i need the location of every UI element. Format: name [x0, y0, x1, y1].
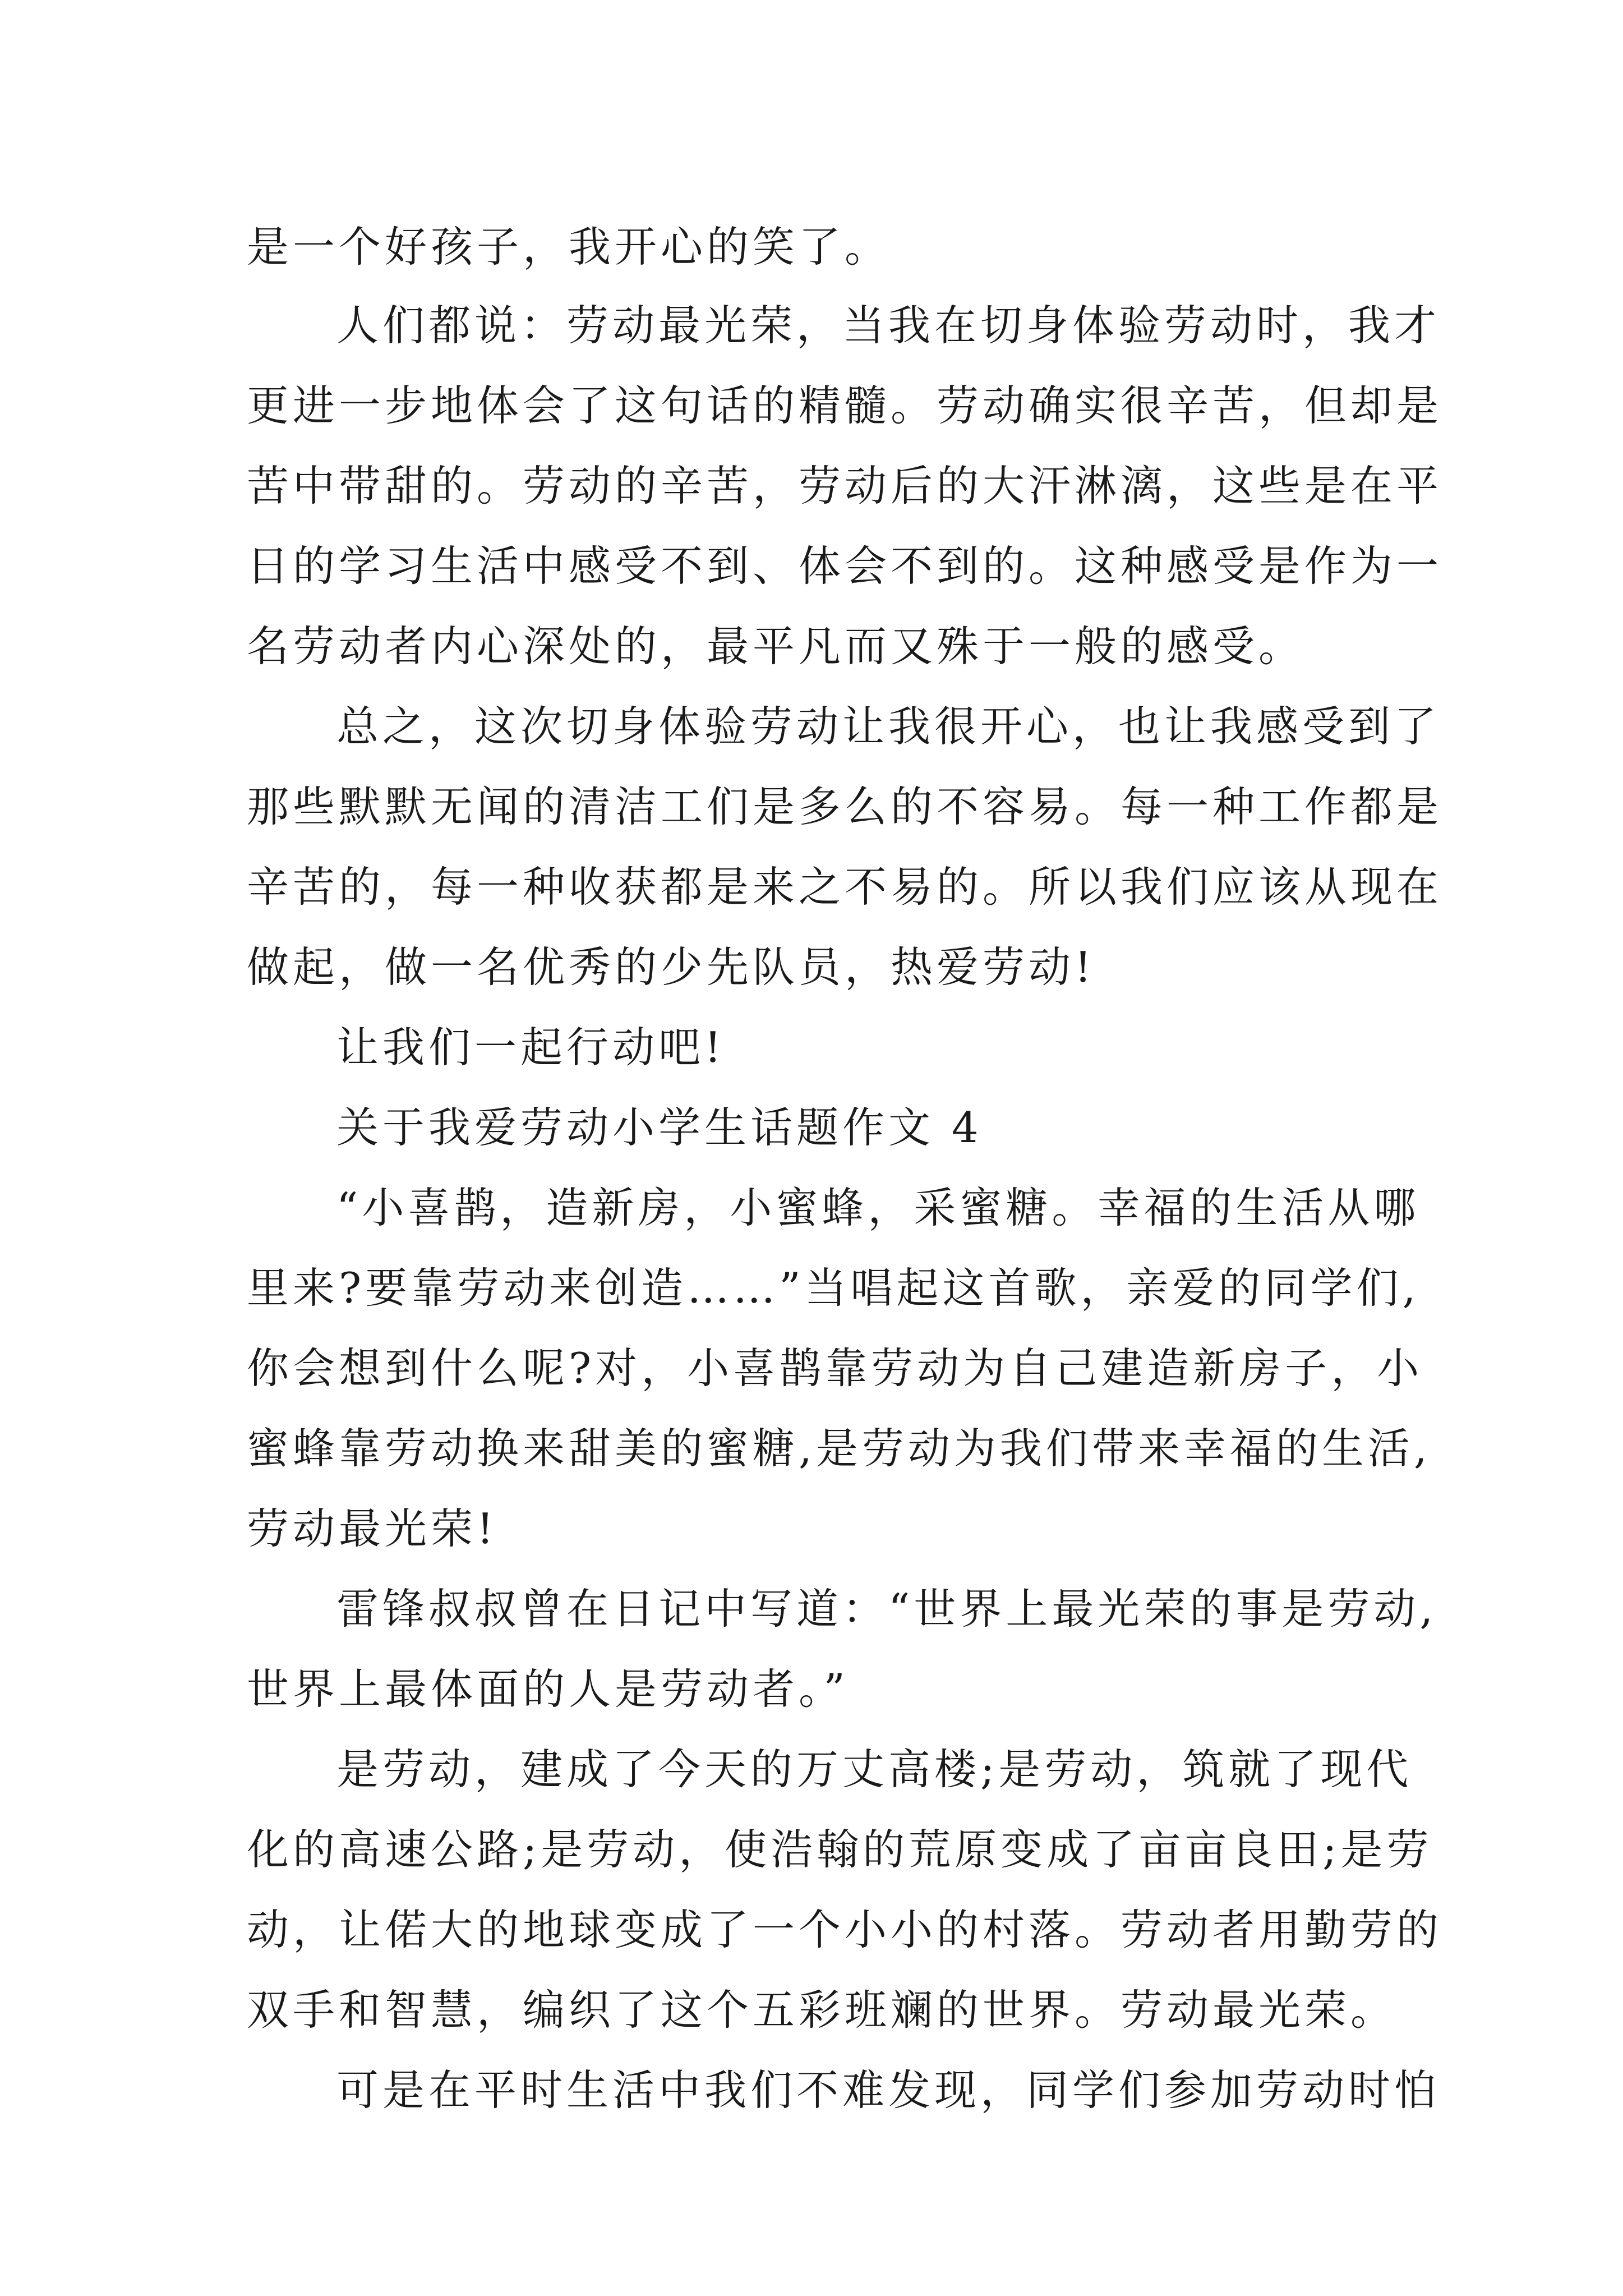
text-line: 辛苦的，每一种收获都是来之不易的。所以我们应该从现在	[247, 862, 1443, 912]
section-heading: 关于我爱劳动小学生话题作文 4	[336, 1103, 983, 1152]
text-line: 人们都说：劳动最光荣，当我在切身体验劳动时，我才	[336, 301, 1441, 350]
text-line: 蜜蜂靠劳动换来甜美的蜜糖,是劳动为我们带来幸福的生活,	[247, 1424, 1431, 1473]
text-line: 总之，这次切身体验劳动让我很开心，也让我感受到了	[336, 702, 1441, 751]
text-line: 双手和智慧，编织了这个五彩班斓的世界。劳动最光荣。	[247, 1985, 1397, 2035]
text-line: 动，让偌大的地球变成了一个小小的村落。劳动者用勤劳的	[247, 1905, 1443, 1954]
text-line: 雷锋叔叔曾在日记中写道：“世界上最光荣的事是劳动,	[336, 1584, 1437, 1634]
text-line: “小喜鹊，造新房，小蜜蜂，采蜜糖。幸福的生活从哪	[336, 1183, 1420, 1232]
text-line: 让我们一起行动吧!	[336, 1023, 726, 1072]
text-line: 更进一步地体会了这句话的精髓。劳动确实很辛苦，但却是	[247, 381, 1443, 430]
text-line: 化的高速公路;是劳动，使浩翰的荒原变成了亩亩良田;是劳	[247, 1825, 1433, 1874]
text-line: 名劳动者内心深处的，最平凡而又殊于一般的感受。	[247, 622, 1305, 671]
text-line: 那些默默无闻的清洁工们是多么的不容易。每一种工作都是	[247, 782, 1443, 831]
text-line: 可是在平时生活中我们不难发现，同学们参加劳动时怕	[336, 2065, 1441, 2115]
text-line: 你会想到什么呢?对，小喜鹊靠劳动为自己建造新房子，小	[247, 1343, 1423, 1393]
text-line: 做起，做一名优秀的少先队员，热爱劳动!	[247, 942, 1096, 992]
text-line: 日的学习生活中感受不到、体会不到的。这种感受是作为一	[247, 541, 1443, 591]
text-line: 是劳动，建成了今天的万丈高楼;是劳动，筑就了现代	[336, 1745, 1413, 1794]
text-line: 劳动最光荣!	[247, 1504, 498, 1553]
text-line: 世界上最体面的人是劳动者。”	[247, 1664, 849, 1714]
text-line: 苦中带甜的。劳动的辛苦，劳动后的大汗淋漓，这些是在平	[247, 461, 1443, 510]
text-line: 里来?要靠劳动来创造……”当唱起这首歌，亲爱的同学们,	[247, 1263, 1420, 1313]
text-line: 是一个好孩子，我开心的笑了。	[247, 222, 891, 272]
